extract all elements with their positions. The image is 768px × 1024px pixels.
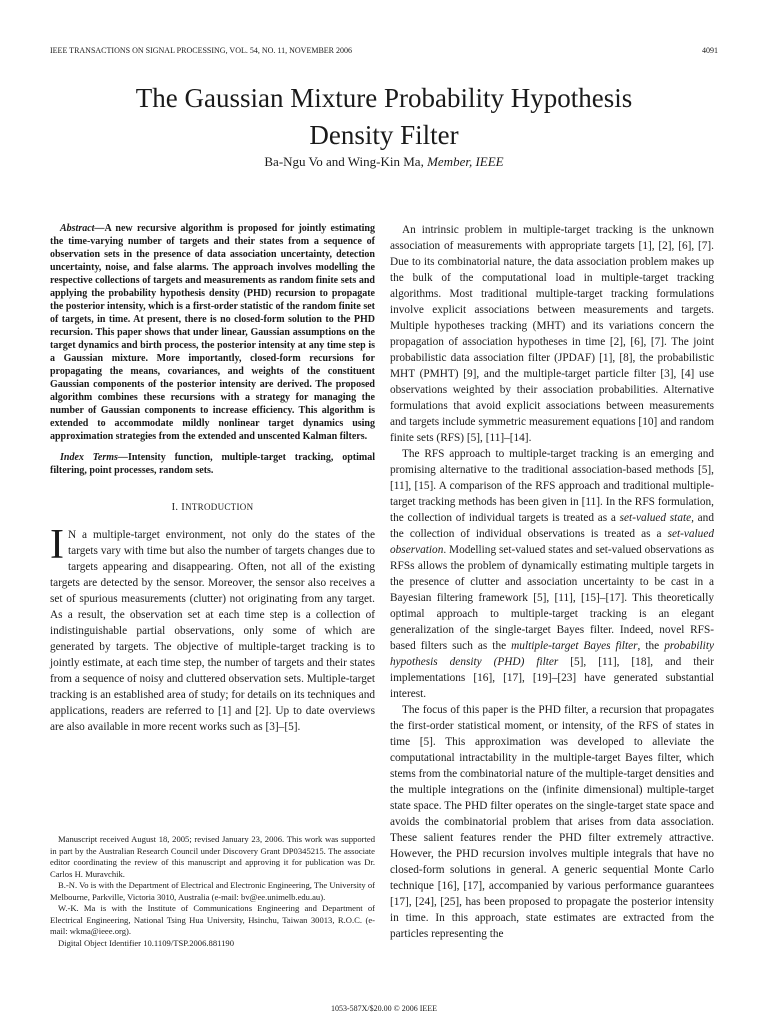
section-numeral: I. — [171, 502, 179, 513]
footnote-manuscript: Manuscript received August 18, 2005; revised January 23, 2006. This work was supported in part by the Australian Research Council under Discovery Grant DP0345215. The associate editor coordinating the review of this manuscript and approving it for publication was Dr. Carlos H. Muravchik. — [50, 834, 375, 879]
index-terms-label: Index Terms— — [60, 452, 128, 463]
paper-title — [40, 80, 728, 154]
intro-paragraph-1-text: N a multiple-target environment, not only do the states of the targets vary with time but also the number of targets changes due to targets appearing and disappearing. Often, not all of the existing targets are detected by the sensor. Moreover, the sensor also receives a set of spurious measurements (clutter) not originating from any target. As a result, the observation set at each time step is a collection of indistinguishable partial observations, only some of which are generated by targets. The objective of multiple-target tracking is to jointly estimate, at each time step, the number of targets and their states from a sequence of noisy and cluttered observation sets. Multiple-target tracking is an established area of study; for details on its techniques and applications, readers are referred to [1] and [2]. Up to date overviews are also available in more recent works such as [3]–[5]. — [50, 529, 375, 733]
section-title-rest: NTRODUCTION — [185, 502, 254, 512]
copyright-footer: 1053-587X/$20.00 © 2006 IEEE — [330, 1004, 438, 1013]
right-paragraph-2 — [390, 446, 714, 702]
footnote-doi: Digital Object Identifier 10.1109/TSP.2006.881190 — [58, 937, 234, 948]
p2-text-e: . Modelling set-valued states and set-valued observations as RFSs allows the problem of dynamically estimating multiple targets in the presence of clutter and association uncertainty to be cast in a Bayesian filtering framework [5], [11], [15]–[17]. This theoretically optimal approach to multiple-target tracking is an elegant generalization of the single-target Bayes filter. Indeed, novel RFS-based filters such as the — [390, 544, 714, 652]
intro-paragraph-1 — [50, 522, 375, 735]
p2-emph-set-valued-observation: set-valued observation — [390, 528, 714, 556]
right-paragraph-3: The focus of this paper is the PHD filter, a recursion that propagates the first-order statistical moment, or intensity, of the RFS of states in time [5]. This approximation was developed to alleviate the computational intractability in the multiple-target Bayes filter, which stems from the combinatorial nature of the multiple-target densities and the multiple integrations on the (infinite dimensional) multiple-target state space. The PHD filter operates on the single-target state space and avoids the combinatorial problem that arises from data association. These salient features render the PHD filter extremely attractive. However, the PHD recursion involves multiple integrals that have no closed-form solutions in general. A generic sequential Monte Carlo technique [16], [17], accompanied by various performance guarantees [17], [24], [25], has been proposed to propagate the posterior intensity in time. In this approach, state estimates are extracted from the particles representing the — [390, 704, 714, 940]
left-column — [50, 222, 375, 735]
footnote-author-ma: W.-K. Ma is with the Institute of Communications Engineering and Department of Electrical Engineering, National Tsing Hua University, Hsinchu, Taiwan 30013, R.O.C. (e-mail: wkma@ieee.org). — [50, 903, 375, 936]
section-heading-introduction — [50, 502, 375, 513]
author-names: Ba-Ngu Vo and Wing-Kin Ma, — [264, 154, 424, 169]
section-initial: I — [181, 502, 186, 513]
index-terms — [50, 451, 375, 477]
author-membership: Member, IEEE — [427, 154, 504, 169]
running-head — [50, 46, 718, 55]
footnote-author-vo: B.-N. Vo is with the Department of Electrical and Electronic Engineering, The University of Melbourne, Parkville, Victoria 3010, Australia (e-mail: bv@ee.unimelb.edu.au). — [50, 880, 375, 902]
abstract-text: A new recursive algorithm is proposed for jointly estimating the time-varying number of targets and their states from a sequence of observation sets in the presence of data association uncertainty, detection uncertainty, noise, and false alarms. The approach involves modelling the respective collections of targets and measurements as random finite sets and applying the probability hypothesis density (PHD) recursion to propagate the posterior intensity, which is a first-order statistic of the random finite set of targets, in time. At present, there is no closed-form solution to the PHD recursion. This paper shows that under linear, Gaussian assumptions on the target dynamics and birth process, the posterior intensity at any time step is a Gaussian mixture. More importantly, closed-form recursions for propagating the means, covariances, and weights of the constituent Gaussian components of the posterior intensity are derived. The proposed algorithm combines these recursions with a strategy for managing the number of Gaussian components to increase efficiency. This algorithm is extended to accommodate mildly nonlinear target dynamics using approximation strategies from the extended and unscented Kalman filters. — [50, 223, 375, 442]
abstract-label: Abstract— — [60, 223, 105, 234]
title-line-2: Density Filter — [309, 120, 459, 150]
index-terms-text: Intensity function, multiple-target tracking, optimal filtering, point processes, random sets. — [50, 452, 375, 476]
footnotes — [50, 834, 375, 949]
p2-text-g: , the — [637, 640, 665, 652]
p2-text-c: and the collection of individual observations is treated as a — [390, 512, 714, 540]
p2-text-a: The RFS approach to multiple-target tracking is an emerging and promising alternative to the traditional association-based methods [5], [11], [15]. A comparison of the RFS approach and traditional multiple-target tracking methods has been given in [11]. In the RFS formulation, the collection of individual targets is treated as a — [390, 448, 714, 524]
p2-emph-set-valued-state: set-valued state, — [619, 512, 694, 524]
journal-info: IEEE TRANSACTIONS ON SIGNAL PROCESSING, VOL. 54, NO. 11, NOVEMBER 2006 — [50, 46, 353, 55]
page-number: 4091 — [702, 46, 718, 55]
abstract — [50, 222, 375, 443]
p2-emph-phd-filter: probability hypothesis density (PHD) filter — [390, 640, 714, 668]
right-paragraph-1: An intrinsic problem in multiple-target tracking is the unknown association of measurements with appropriate targets [1], [2], [6], [7]. Due to its combinatorial nature, the data association problem makes up the bulk of the computational load in multiple-target tracking algorithms. Most traditional multiple-target tracking formulations involve explicit associations between measurements and targets. Multiple hypotheses tracking (MHT) and its variations concern the propagation of association hypotheses in time [2], [6], [7]. The joint probabilistic data association filter (JPDAF) [1], [8], the probabilistic MHT (PMHT) [9], and the multiple-target particle filter [3], [4] use observations weighted by their association probabilities. Alternative formulations that avoid explicit associations between measurements and targets include symmetric measurement equations [10] and random finite sets (RFS) [5], [11]–[14]. — [390, 224, 714, 444]
p2-emph-bayes-filter: multiple-target Bayes filter — [511, 640, 638, 652]
p2-text-i: [5], [11], [18], and their implementations [16], [17], [19]–[23] have generated substantial interest. — [390, 656, 714, 700]
author-line — [40, 154, 728, 170]
title-line-1: The Gaussian Mixture Probability Hypothesis — [135, 83, 633, 113]
drop-cap: I — [50, 522, 64, 568]
right-column — [390, 222, 714, 942]
